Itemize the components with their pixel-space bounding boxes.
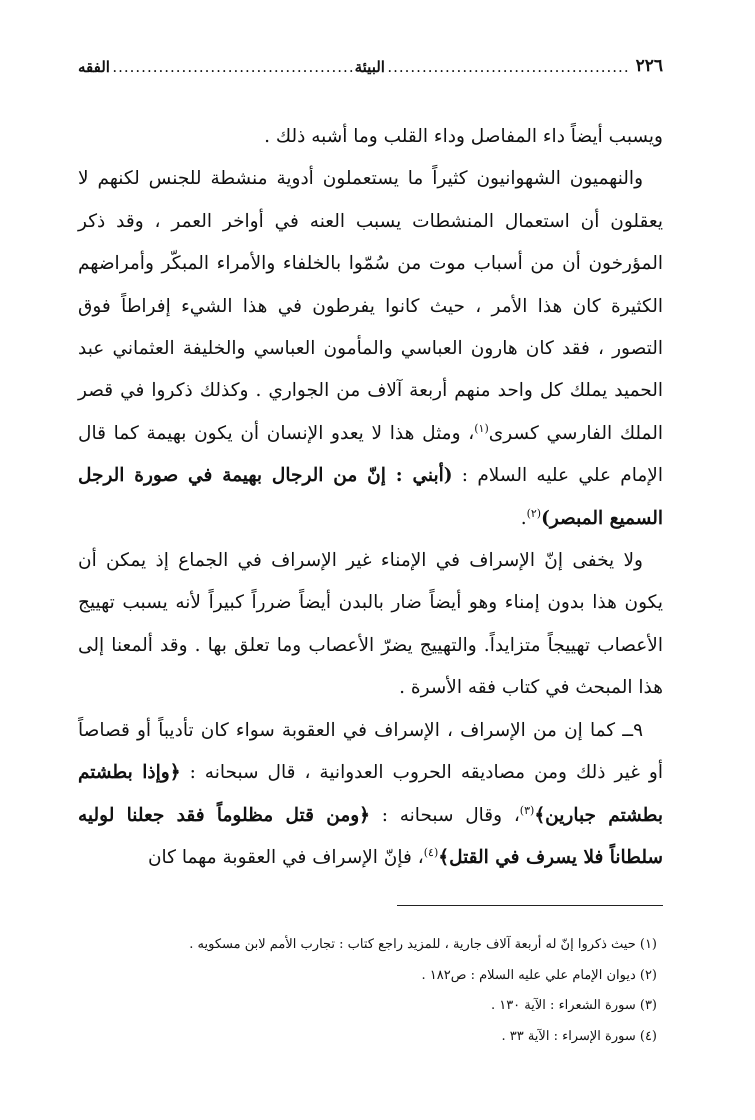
section-title: الفقه <box>77 58 110 76</box>
header-leader-dots <box>110 58 355 76</box>
footnote-separator <box>397 905 663 906</box>
body-paragraph <box>78 710 663 880</box>
text-run: . <box>520 507 527 529</box>
text-run: ويسبب أيضاً داء المفاصل وداء القلب وما أشبه ذلك . <box>264 126 663 147</box>
text-run: ٩ــ كما إن من الإسراف ، الإسراف في العقوبة سواء كان تأديباً أو قصاصاً أو غير ذلك ومن مصاديقه الحروب العدوانية ، قال سبحانه : <box>78 719 663 784</box>
footnote-reference: (١) <box>474 421 489 435</box>
text-run: ، ومثل هذا لا يعدو الإنسان أن يكون بهيمة كما قال الإمام علي عليه السلام : <box>78 422 663 487</box>
running-header <box>78 50 663 76</box>
main-text <box>78 116 663 879</box>
page-number: ٢٢٦ <box>635 56 663 76</box>
text-run: ولا يخفى إنّ الإسراف في الإمناء غير الإسراف في الجماع إذ يمكن أن يكون هذا بدون إمناء وهو أيضاً ضار بالبدن أيضاً ضرراً كبيراً لأنه يسبب تهييج الأعصاب تهييجاً متزايداً. والتهييج يضرّ الأعصاب وما تعلق بها . وقد ألمعنا إلى هذا المبحث في كتاب فقه الأسرة . <box>78 550 663 699</box>
footnote: (٤) سورة الإسراء : الآية ٣٣ . <box>501 1028 657 1044</box>
quoted-text: (أبني : إنّ من الرجال بهيمة في صورة الرجل السميع المبصر) <box>78 465 663 529</box>
footnotes <box>78 930 657 1052</box>
quoted-text: ﴿وإذا بطشتم بطشتم جبارين﴾ <box>78 762 664 826</box>
footnote-reference: (٣) <box>519 803 535 817</box>
footnote: (٣) سورة الشعراء : الآية ١٣٠ . <box>490 998 657 1013</box>
footnote: (٢) ديوان الإمام علي عليه السلام : ص١٨٢ . <box>421 967 657 983</box>
header-leader-dots <box>385 58 630 76</box>
text-run: ، فإنّ الإسراف في العقوبة مهما كان <box>147 846 424 868</box>
text-run: والنهميون الشهوانيون كثيراً ما يستعملون أدوية منشطة للجنس لكنهم لا يعقلون أن استعمال المنشطات يسبب العنه في أواخر العمر ، وقد ذكر المؤرخون أن من أسباب موت من سُمّوا بالخلفاء والأمراء المبكّر وأمراضهم الكثيرة كان هذا الأمر ، حيث كانوا يفرطون في هذا الشيء إفراطاً فوق التصور ، فقد كان هارون العباسي والمأمون العباسي والخليفة العثماني عبد الحميد يملك كل واحد منهم أربعة آلاف من الجواري . وكذلك ذكروا في قصر الملك الفارسي كسرى <box>78 168 664 444</box>
body-paragraph <box>78 116 663 158</box>
book-title: البيئة <box>354 58 385 76</box>
body-paragraph <box>78 158 663 540</box>
quoted-text: ﴿ومن قتل مظلوماً فقد جعلنا لوليه سلطاناً فلا يسرف في القتل﴾ <box>78 804 663 868</box>
text-run: ، وقال سبحانه : <box>370 804 520 826</box>
footnote-reference: (٤) <box>423 845 439 859</box>
body-paragraph <box>78 540 663 710</box>
footnote: (١) حيث ذكروا إنّ له أربعة آلاف جارية ، للمزيد راجع كتاب : تجارب الأمم لابن مسكويه . <box>189 937 657 952</box>
footnote-reference: (٢) <box>526 506 542 520</box>
